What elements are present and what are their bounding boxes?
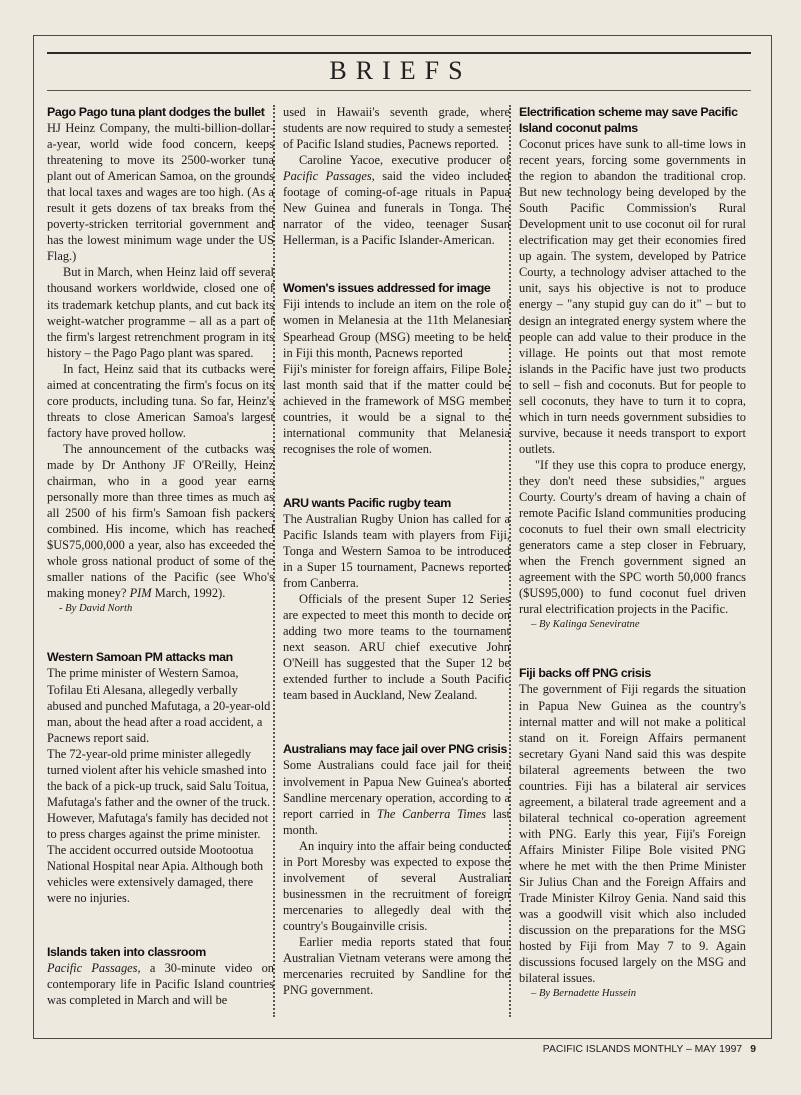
column-1: [47, 104, 274, 1008]
article-paragraph: The prime minister of Western Samoa, Tofilau Eti Alesana, allegedly verbally abused and punched Mafutaga, a 20-year-old man, about the head after a road accident, a Pacnews report said.: [47, 666, 271, 745]
text-run: Caroline Yacoe, executive producer of: [299, 153, 510, 168]
article-headline: Women's issues addressed for image: [283, 281, 491, 296]
article-paragraph: The 72-year-old prime minister allegedly turned violent after his vehicle smashed into the back of a pick-up truck, said Salu Toitua, Mafutaga's father and the owner of the truck. However, Mafutaga's family has decided not to press charges against the prime minister. The accident occurred outside Mootootua National Hospital near Apia. Although both vehicles were extensively damaged, there were no injuries.: [47, 746, 271, 906]
section-title: BRIEFS: [329, 56, 472, 85]
article-headline: Islands taken into classroom: [47, 945, 206, 960]
article-paragraph: But in March, when Heinz laid off several thousand workers worldwide, closed one of its trademark ketchup plants, and cut back its weight-watcher programme – all as a part of the firm's largest retrenchment program in its history – the Pago Pago plant was spared.: [47, 265, 274, 360]
article-paragraph: In fact, Heinz said that its cutbacks were aimed at concentrating the firm's focus on its core products, including tuna. So far, Heinz's threats to close American Samoa's largest factory have proved hollow.: [47, 361, 274, 440]
article-paragraph: The government of Fiji regards the situation in Papua New Guinea as the country's internal matter and will not make a political stand on it. Foreign Affairs permanent secretary Gyani Nand said this was despite bilateral agreements between the two countries. Fiji has a bilateral air services agreement, a bilateral trade agreement and a bilateral technical co-operation agreement with PNG. Early this year, Fiji's Foreign Affairs Minister Filipe Bole visited PNG where he met with the then Prime Minister Sir Julius Chan and the Foreign Affairs and Trade Minister Kilroy Genia. Nand said this was a goodwill visit which also included discussion on the preparations for the MSG hosted by Fiji from May 7 to 9. Again discussions focused largely on the MSG and bilateral issues.: [519, 682, 746, 986]
byline: – By Bernadette Hussein: [531, 988, 637, 1000]
text-run: last month.: [283, 806, 510, 837]
title-rule: [47, 90, 751, 91]
article-paragraph: Officials of the present Super 12 Series are expected to meet this month to decide on adding two more teams to the tournament next season. ARU chief executive John O'Neill has suggested that the Super 12 be extended further to include a South Pacific team based in Auckland, New Zealand.: [283, 592, 510, 703]
article-paragraph: Earlier media reports stated that four Australian Vietnam veterans were among the mercenaries recruited by Sandline for the PNG government.: [283, 934, 510, 998]
article-paragraph: [283, 757, 510, 837]
text-run: The announcement of the cutbacks was made by Dr Anthony JF O'Reilly, Heinz chairman, who in a good year earns personally more than three times as much as all 2500 of his firm's Samoan fish packers combined. His income, which has reached $US75,000,000 a year, also has exceeded the whole gross national product of some of the smaller nations of the Pacific (see Who's making money?: [47, 441, 274, 601]
article-paragraph: The Australian Rugby Union has called for a Pacific Islands team with players from Fiji, Tonga and Western Samoa to be introduced in a Super 15 tournament, Pacnews reported from Canberra.: [283, 511, 510, 591]
article-paragraph: [47, 960, 274, 1008]
byline: – By Kalinga Seneviratne: [531, 619, 640, 631]
byline: - By David North: [59, 603, 133, 615]
article-headline: Pago Pago tuna plant dodges the bullet: [47, 105, 265, 119]
article-paragraph: [47, 441, 274, 601]
video-title: Pacific Passages,: [283, 169, 375, 184]
article-headline: Australians may face jail over PNG crisis: [283, 742, 507, 757]
text-run: a 30-minute video on contemporary life in Pacific Island countries was completed in March and will be: [47, 961, 274, 1008]
article-paragraph: Coconut prices have sunk to all-time lows in recent years, forcing some governments in the region to abandon the traditional crop. But new technology being developed by the South Pacific Commission's Rural Development unit to use coconut oil for rural electrification may get their economies fired up again. The system, developed by Patrice Courty, a technology adviser attached to the unit, says his objective is not to produce energy – "any stupid guy can do it" – but to design an integrated energy system where the people can add value to their produce in the village. He points out that most remote islands in the Pacific have just two products to sell – fish and coconuts. But for people to sell coconuts, they have to turn it to copra, which in turn needs government subsidies to survive, because it needs transport to export outlets.: [519, 137, 746, 456]
publication-name: PIM: [129, 586, 152, 601]
publication-footer: PACIFIC ISLANDS MONTHLY – MAY 1997: [542, 1044, 743, 1055]
column-3: [519, 104, 746, 1002]
video-title: Pacific Passages,: [47, 961, 141, 976]
page-footer: [543, 1044, 756, 1055]
article-paragraph: An inquiry into the affair being conducted in Port Moresby was expected to expose the involvement of several Australian businessmen in the recruitment of foreign mercenaries to allegedly deal with the country's Bougainville crisis.: [283, 838, 510, 933]
top-rule: [47, 52, 751, 54]
article-paragraph: [283, 152, 510, 248]
article-paragraph: used in Hawaii's seventh grade, where students are now required to study a semester of Pacific Island studies, Pacnews reported.: [283, 105, 510, 152]
article-paragraph: "If they use this copra to produce energy, they don't need these subsidies," argues Courty. Courty's dream of having a chain of remote Pacific Island communities producing coconuts to fuel their own small electricity generators came a step closer in February, when the French government signed an agreement with the SPC worth 50,000 francs ($US95,000) to fund coconut fuel driven rural electrification projects in the Pacific.: [519, 457, 746, 617]
text-run: Some Australians could face jail for their involvement in Papua New Guinea's aborted Sandline mercenary operation, according to a report carried in: [283, 758, 510, 821]
article-headline: Electrification scheme may save Pacific Island coconut palms: [519, 105, 738, 135]
article-headline: Western Samoan PM attacks man: [47, 650, 233, 665]
article-paragraph: Fiji's minister for foreign affairs, Filipe Bole, last month said that if the matter could be achieved in the framework of MSG member countries, it would be a signal to the international community that Melanesia recognises the role of women.: [283, 361, 510, 456]
text-run: said the video included footage of coming-of-age rituals in Papua New Guinea and funerals in Tonga. The narrator of the video, teenager Susan Hellerman, is a Pacific Islander-American.: [283, 169, 510, 248]
text-run: March, 1992).: [154, 586, 226, 601]
column-2: [283, 104, 510, 998]
article-headline: ARU wants Pacific rugby team: [283, 495, 451, 510]
publication-name: The Canberra Times: [376, 806, 487, 821]
page-number: 9: [750, 1044, 756, 1055]
article-paragraph: Fiji intends to include an item on the role of women in Melanesia at the 11th Melanesian Spearhead Group (MSG) meeting to be held in Fiji this month, Pacnews reported: [283, 297, 510, 360]
article-headline: Fiji backs off PNG crisis: [519, 666, 651, 681]
article-paragraph: HJ Heinz Company, the multi-billion-dollar-a-year, world wide food concern, keeps threatening to move its 2500-worker tuna plant out of American Samoa, on the grounds that local taxes and wages are too high. (As a result it gets dozens of tax breaks from the poverty-stricken territorial government and has the lowest minimum wage under the US Flag.): [47, 121, 274, 264]
